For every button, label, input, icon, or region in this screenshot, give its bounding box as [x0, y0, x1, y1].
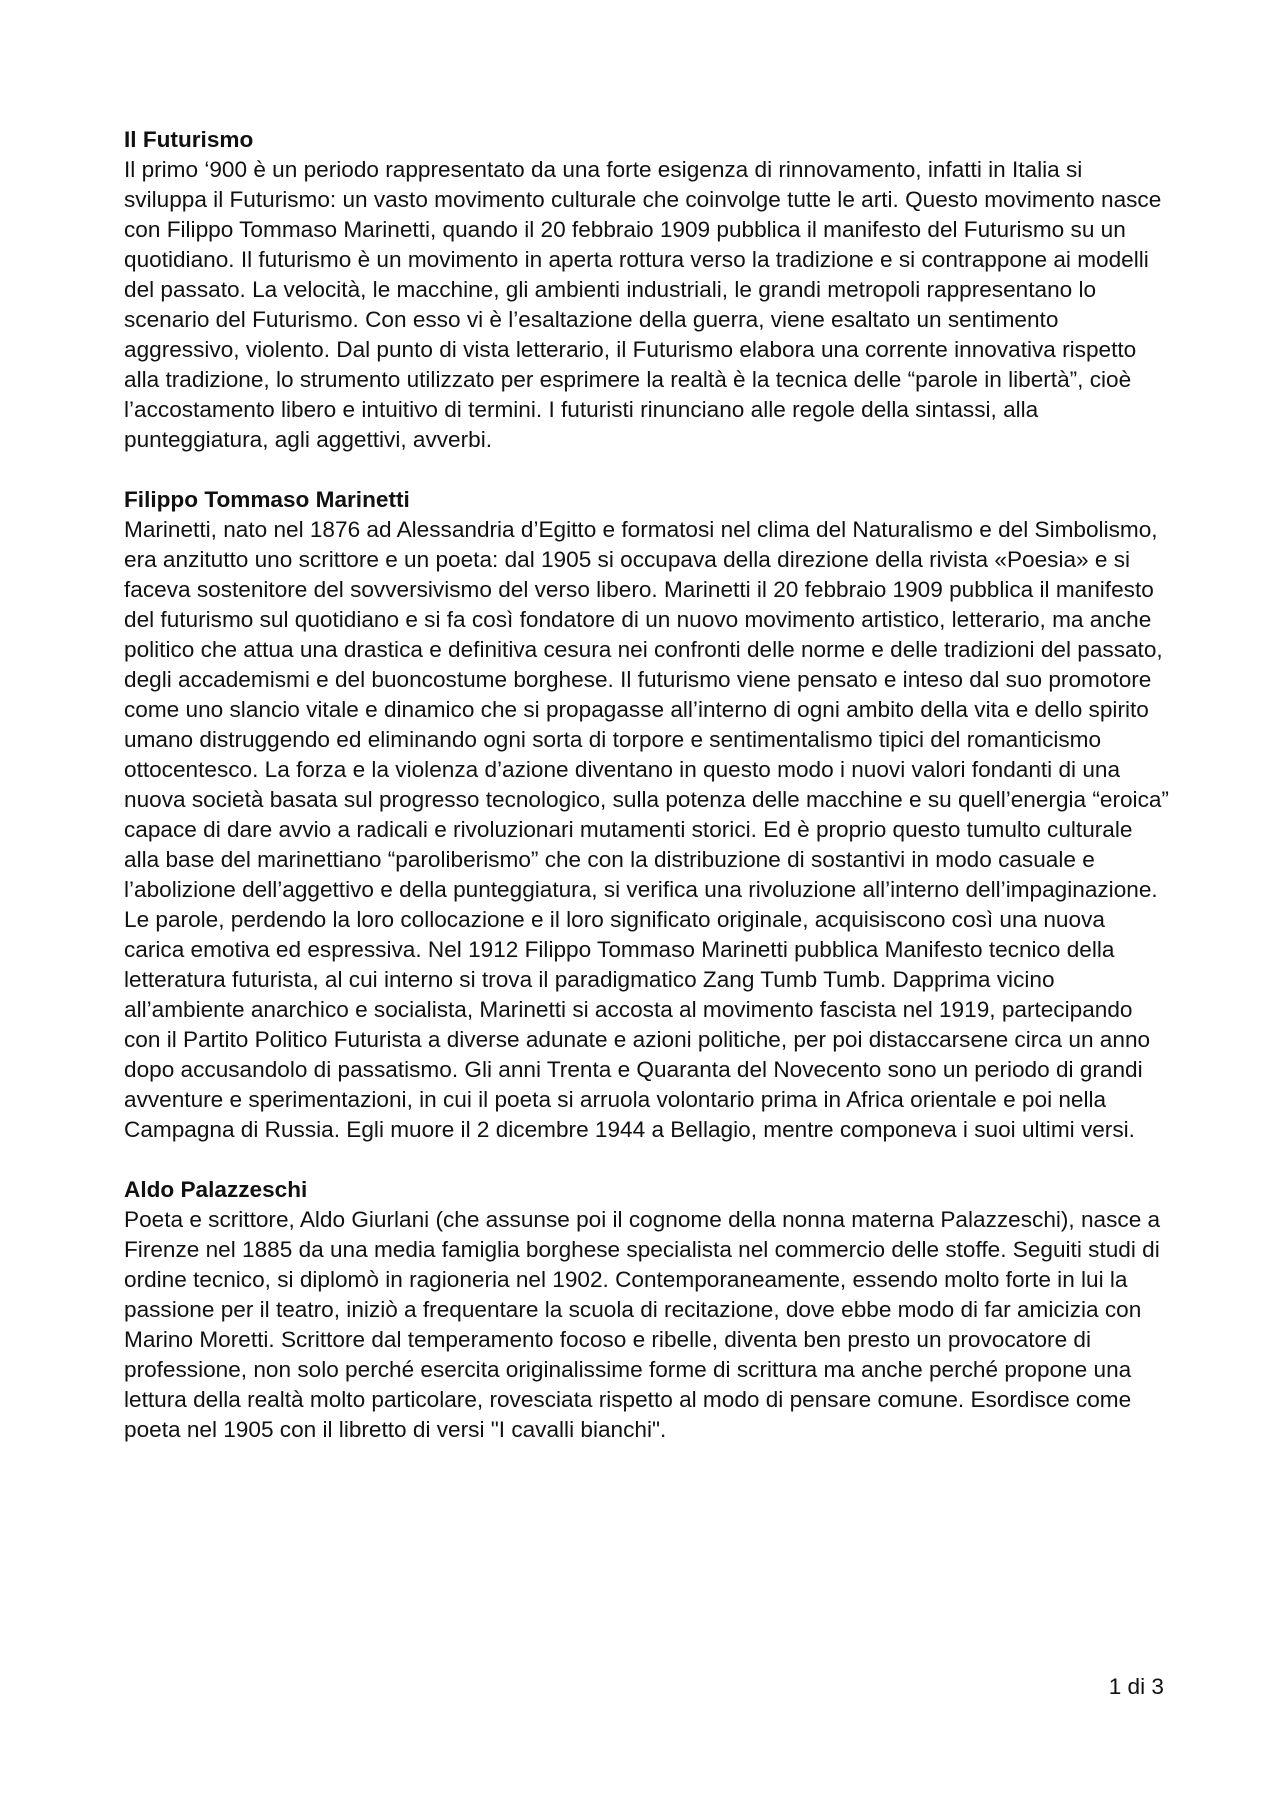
section-title: Aldo Palazzeschi — [124, 1177, 308, 1202]
section-title: Filippo Tommaso Marinetti — [124, 487, 410, 512]
section-marinetti — [124, 485, 1169, 1145]
section-palazzeschi — [124, 1175, 1169, 1445]
section-title: Il Futurismo — [124, 127, 254, 152]
document-content — [124, 125, 1169, 1475]
section-body: Il primo ‘900 è un periodo rappresentato da una forte esigenza di rinnovamento, infatti in Italia si sviluppa il Futurismo: un vasto movimento culturale che coinvolge tutte le arti. Questo movimento nasce con Filippo Tommaso Marinetti, quando il 20 febbraio 1909 pubblica il manifesto del Futurismo su un quotidiano. Il futurismo è un movimento in aperta rottura verso la tradizione e si contrappone ai modelli del passato. La velocità, le macchine, gli ambienti industriali, le grandi metropoli rappresentano lo scenario del Futurismo. Con esso vi è l’esaltazione della guerra, viene esaltato un sentimento aggressivo, violento. Dal punto di vista letterario, il Futurismo elabora una corrente innovativa rispetto alla tradizione, lo strumento utilizzato per esprimere la realtà è la tecnica delle “parole in libertà”, cioè l’accostamento libero e intuitivo di termini. I futuristi rinunciano alle regole della sintassi, alla punteggiatura, agli aggettivi, avverbi. — [124, 157, 1162, 452]
page-number: 1 di 3 — [1108, 1674, 1164, 1699]
section-body: Poeta e scrittore, Aldo Giurlani (che assunse poi il cognome della nonna materna Palazzeschi), nasce a Firenze nel 1885 da una media famiglia borghese specialista nel commercio delle stoffe. Seguiti studi di ordine tecnico, si diplomò in ragioneria nel 1902. Contemporaneamente, essendo molto forte in lui la passione per il teatro, iniziò a frequentare la scuola di recitazione, dove ebbe modo di far amicizia con Marino Moretti. Scrittore dal temperamento focoso e ribelle, diventa ben presto un provocatore di professione, non solo perché esercita originalissime forme di scrittura ma anche perché propone una lettura della realtà molto particolare, rovesciata rispetto al modo di pensare comune. Esordisce come poeta nel 1905 con il libretto di versi "I cavalli bianchi". — [124, 1207, 1161, 1442]
section-body: Marinetti, nato nel 1876 ad Alessandria d’Egitto e formatosi nel clima del Naturalismo e del Simbolismo, era anzitutto uno scrittore e un poeta: dal 1905 si occupava della direzione della rivista «Poesia» e si faceva sostenitore del sovversivismo del verso libero. Marinetti il 20 febbraio 1909 pubblica il manifesto del futurismo sul quotidiano e si fa così fondatore di un nuovo movimento artistico, letterario, ma anche politico che attua una drastica e definitiva cesura nei confronti delle norme e delle tradizioni del passato, degli accademismi e del buoncostume borghese. Il futurismo viene pensato e inteso dal suo promotore come uno slancio vitale e dinamico che si propagasse all’interno di ogni ambito della vita e dello spirito umano distruggendo ed eliminando ogni sorta di torpore e sentimentalismo tipici del romanticismo ottocentesco. La forza e la violenza d’azione diventano in questo modo i nuovi valori fondanti di una nuova società basata sul progresso tecnologico, sulla potenza delle macchine e su quell’energia “eroica” capace di dare avvio a radicali e rivoluzionari mutamenti storici. Ed è proprio questo tumulto culturale alla base del marinettiano “paroliberismo” che con la distribuzione di sostantivi in modo casuale e l’abolizione dell’aggettivo e della punteggiatura, si verifica una rivoluzione all’interno dell’impaginazione. Le parole, perdendo la loro collocazione e il loro significato originale, acquisiscono così una nuova carica emotiva ed espressiva. Nel 1912 Filippo Tommaso Marinetti pubblica Manifesto tecnico della letteratura futurista, al cui interno si trova il paradigmatico Zang Tumb Tumb. Dapprima vicino all’ambiente anarchico e socialista, Marinetti si accosta al movimento fascista nel 1919, partecipando con il Partito Politico Futurista a diverse adunate e azioni politiche, per poi distaccarsene circa un anno dopo accusandolo di passatismo. Gli anni Trenta e Quaranta del Novecento sono un periodo di grandi avventure e sperimentazioni, in cui il poeta si arruola volontario prima in Africa orientale e poi nella Campagna di Russia. Egli muore il 2 dicembre 1944 a Bellagio, mentre componeva i suoi ultimi versi. — [124, 517, 1169, 1142]
section-futurismo — [124, 125, 1169, 455]
